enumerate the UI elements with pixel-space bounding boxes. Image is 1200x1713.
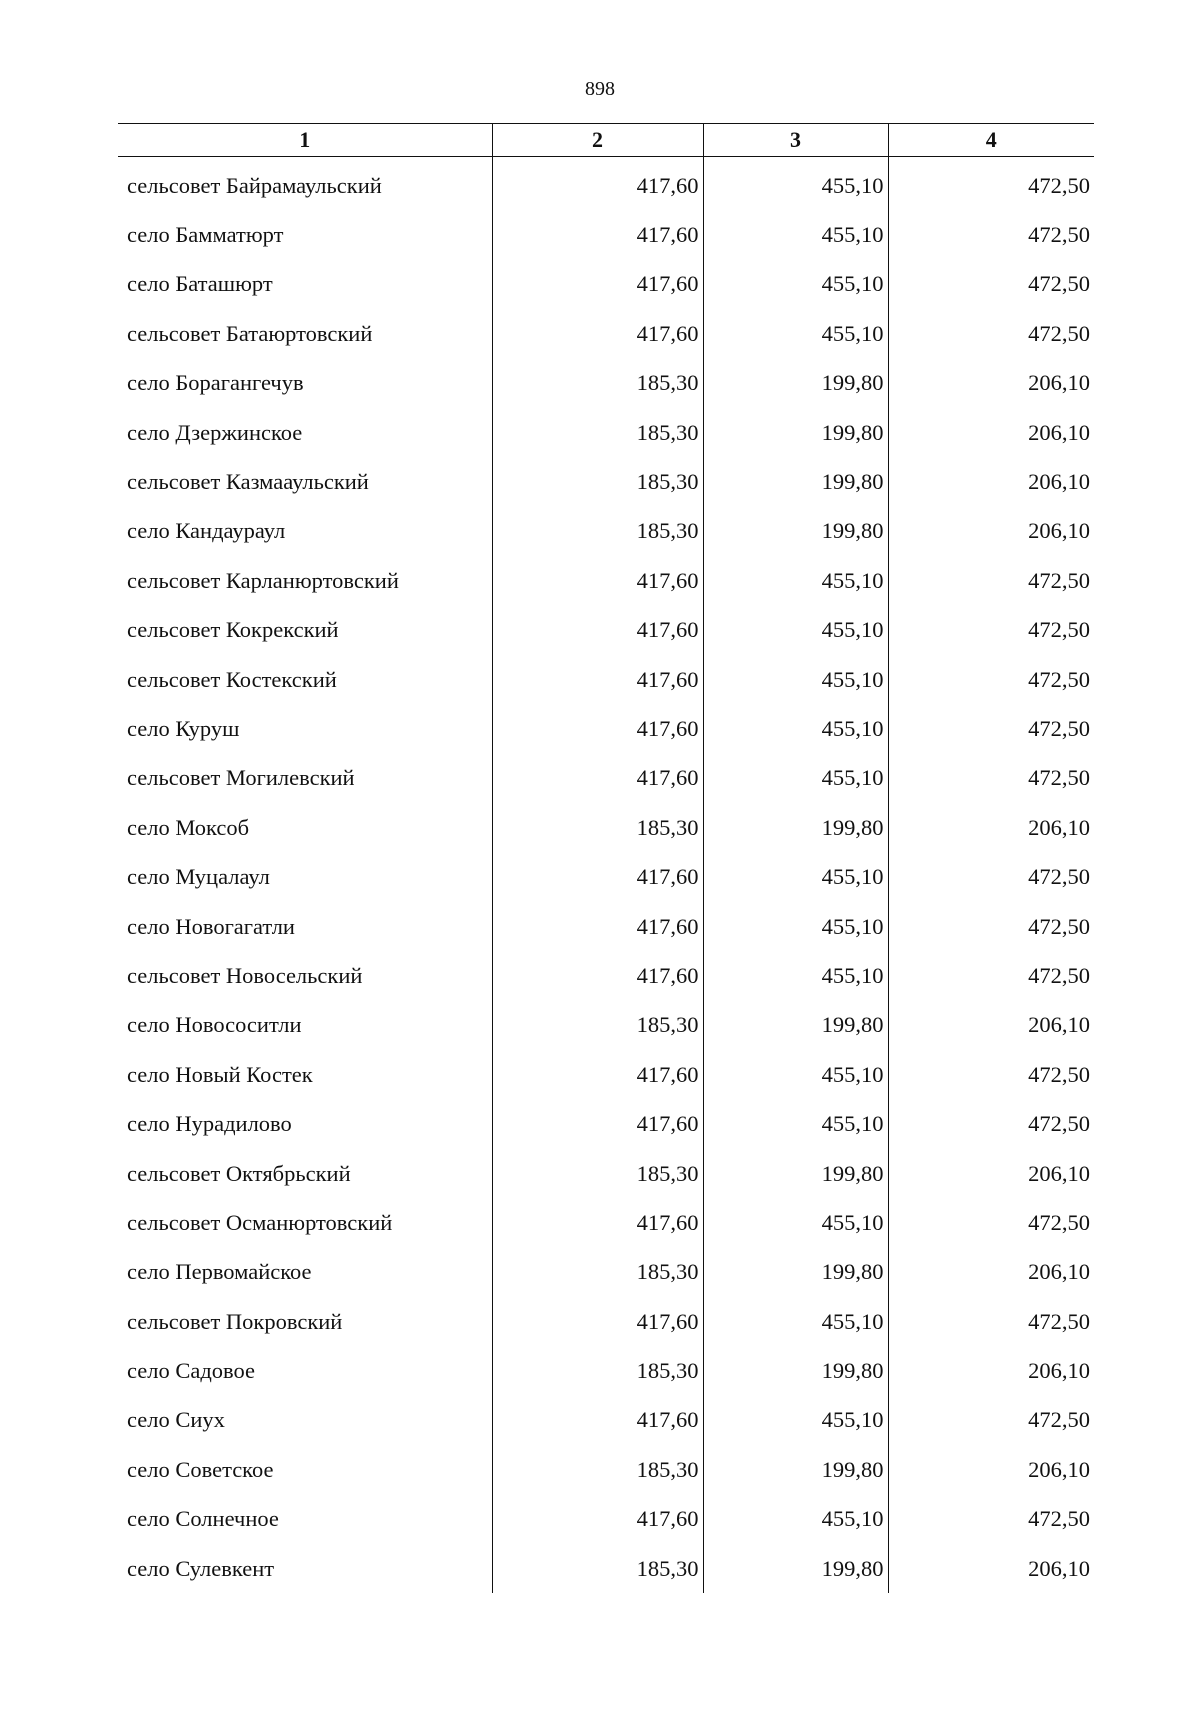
value-col-4: 206,10 <box>888 1001 1094 1050</box>
value-col-2: 417,60 <box>492 309 703 358</box>
table-row <box>118 852 1094 901</box>
settlement-name: сельсовет Батаюртовский <box>127 320 373 346</box>
settlement-name: село Сиух <box>127 1407 225 1433</box>
table-body <box>118 157 1094 1594</box>
value-col-4: 472,50 <box>888 260 1094 309</box>
table-row <box>118 803 1094 852</box>
table-row <box>118 1396 1094 1445</box>
table-row <box>118 1495 1094 1544</box>
value-col-3: 199,80 <box>703 507 888 556</box>
value-col-4: 472,50 <box>888 1198 1094 1247</box>
table-row <box>118 157 1094 211</box>
tariff-table <box>118 123 1094 1593</box>
table-row <box>118 1297 1094 1346</box>
settlement-name: сельсовет Карланюртовский <box>127 567 399 593</box>
value-col-3: 455,10 <box>703 1198 888 1247</box>
settlement-name: село Кандаураул <box>127 518 286 544</box>
settlement-name: село Солнечное <box>127 1506 279 1532</box>
settlement-name: сельсовет Покровский <box>127 1308 343 1334</box>
settlement-name: сельсовет Османюртовский <box>127 1209 393 1235</box>
value-col-3: 199,80 <box>703 1001 888 1050</box>
settlement-name: сельсовет Могилевский <box>127 765 355 791</box>
value-col-3: 455,10 <box>703 606 888 655</box>
value-col-4: 472,50 <box>888 1396 1094 1445</box>
value-col-2: 417,60 <box>492 556 703 605</box>
table-row <box>118 1050 1094 1099</box>
value-col-4: 472,50 <box>888 1495 1094 1544</box>
value-col-4: 472,50 <box>888 655 1094 704</box>
value-col-4: 472,50 <box>888 852 1094 901</box>
value-col-4: 472,50 <box>888 902 1094 951</box>
value-col-2: 417,60 <box>492 210 703 259</box>
value-col-2: 417,60 <box>492 704 703 753</box>
value-col-2: 417,60 <box>492 1297 703 1346</box>
value-col-2: 417,60 <box>492 1495 703 1544</box>
value-col-3: 455,10 <box>703 754 888 803</box>
table-row <box>118 902 1094 951</box>
value-col-4: 472,50 <box>888 754 1094 803</box>
value-col-4: 472,50 <box>888 704 1094 753</box>
value-col-3: 199,80 <box>703 1149 888 1198</box>
value-col-4: 472,50 <box>888 1050 1094 1099</box>
table-row <box>118 1346 1094 1395</box>
value-col-4: 206,10 <box>888 408 1094 457</box>
settlement-name: село Сулевкент <box>127 1555 275 1581</box>
settlement-name: сельсовет Казмааульский <box>127 469 369 495</box>
value-col-4: 206,10 <box>888 1544 1094 1593</box>
value-col-3: 455,10 <box>703 1495 888 1544</box>
table-row <box>118 1099 1094 1148</box>
settlement-name: село Первомайское <box>127 1259 312 1285</box>
table-row <box>118 457 1094 506</box>
value-col-4: 472,50 <box>888 1099 1094 1148</box>
value-col-4: 472,50 <box>888 606 1094 655</box>
table-row <box>118 556 1094 605</box>
table-row <box>118 408 1094 457</box>
table-row <box>118 1149 1094 1198</box>
settlement-name: село Куруш <box>127 715 240 741</box>
settlement-name: село Баташюрт <box>127 271 273 297</box>
value-col-2: 185,30 <box>492 1001 703 1050</box>
value-col-2: 417,60 <box>492 1198 703 1247</box>
column-header-4: 4 <box>888 124 1094 157</box>
settlement-name: село Муцалаул <box>127 864 270 890</box>
settlement-name: село Нурадилово <box>127 1111 292 1137</box>
table-row <box>118 1248 1094 1297</box>
table-row <box>118 359 1094 408</box>
table-row <box>118 260 1094 309</box>
settlement-name: сельсовет Новосельский <box>127 962 363 988</box>
value-col-4: 206,10 <box>888 457 1094 506</box>
value-col-4: 206,10 <box>888 1149 1094 1198</box>
table-row <box>118 1544 1094 1593</box>
table-row <box>118 309 1094 358</box>
value-col-3: 455,10 <box>703 1396 888 1445</box>
value-col-2: 417,60 <box>492 902 703 951</box>
value-col-3: 199,80 <box>703 408 888 457</box>
value-col-3: 199,80 <box>703 803 888 852</box>
value-col-3: 455,10 <box>703 1297 888 1346</box>
value-col-3: 455,10 <box>703 556 888 605</box>
table-row <box>118 1445 1094 1494</box>
column-header-1: 1 <box>118 124 492 157</box>
settlement-name: село Бамматюрт <box>127 222 284 248</box>
tariff-table-container <box>118 123 1094 1593</box>
settlement-name: сельсовет Костекский <box>127 666 337 692</box>
value-col-3: 455,10 <box>703 1050 888 1099</box>
table-row <box>118 754 1094 803</box>
value-col-3: 199,80 <box>703 457 888 506</box>
value-col-3: 455,10 <box>703 309 888 358</box>
header-row <box>118 124 1094 157</box>
value-col-2: 417,60 <box>492 606 703 655</box>
value-col-3: 455,10 <box>703 655 888 704</box>
value-col-4: 472,50 <box>888 210 1094 259</box>
value-col-4: 472,50 <box>888 309 1094 358</box>
value-col-2: 185,30 <box>492 408 703 457</box>
table-row <box>118 507 1094 556</box>
value-col-3: 455,10 <box>703 852 888 901</box>
value-col-3: 455,10 <box>703 704 888 753</box>
settlement-name: сельсовет Октябрьский <box>127 1160 351 1186</box>
value-col-4: 206,10 <box>888 1248 1094 1297</box>
value-col-2: 417,60 <box>492 1396 703 1445</box>
value-col-3: 199,80 <box>703 1248 888 1297</box>
table-row <box>118 951 1094 1000</box>
value-col-2: 417,60 <box>492 852 703 901</box>
value-col-3: 199,80 <box>703 1445 888 1494</box>
value-col-3: 455,10 <box>703 902 888 951</box>
settlement-name: село Дзержинское <box>127 419 303 445</box>
value-col-4: 206,10 <box>888 803 1094 852</box>
value-col-2: 185,30 <box>492 1346 703 1395</box>
value-col-2: 417,60 <box>492 157 703 211</box>
value-col-3: 199,80 <box>703 359 888 408</box>
value-col-2: 417,60 <box>492 754 703 803</box>
settlement-name: село Садовое <box>127 1358 256 1384</box>
value-col-3: 455,10 <box>703 260 888 309</box>
value-col-2: 185,30 <box>492 803 703 852</box>
settlement-name: село Борагангечув <box>127 370 304 396</box>
value-col-2: 417,60 <box>492 260 703 309</box>
value-col-4: 472,50 <box>888 951 1094 1000</box>
table-header <box>118 124 1094 157</box>
value-col-4: 206,10 <box>888 1445 1094 1494</box>
table-row <box>118 210 1094 259</box>
value-col-3: 455,10 <box>703 210 888 259</box>
column-header-3: 3 <box>703 124 888 157</box>
value-col-3: 199,80 <box>703 1346 888 1395</box>
settlement-name: село Советское <box>127 1456 274 1482</box>
value-col-4: 472,50 <box>888 556 1094 605</box>
settlement-name: село Новый Костек <box>127 1061 313 1087</box>
value-col-2: 185,30 <box>492 1248 703 1297</box>
value-col-4: 206,10 <box>888 1346 1094 1395</box>
value-col-3: 199,80 <box>703 1544 888 1593</box>
table-row <box>118 1198 1094 1247</box>
column-header-2: 2 <box>492 124 703 157</box>
table-row <box>118 655 1094 704</box>
value-col-2: 417,60 <box>492 951 703 1000</box>
value-col-2: 417,60 <box>492 1050 703 1099</box>
settlement-name: село Новогагатли <box>127 913 295 939</box>
value-col-4: 472,50 <box>888 1297 1094 1346</box>
value-col-4: 472,50 <box>888 157 1094 211</box>
value-col-3: 455,10 <box>703 951 888 1000</box>
settlement-name: сельсовет Байрамаульский <box>127 172 382 198</box>
value-col-4: 206,10 <box>888 507 1094 556</box>
value-col-2: 185,30 <box>492 457 703 506</box>
table-row <box>118 704 1094 753</box>
settlement-name: село Моксоб <box>127 814 250 840</box>
settlement-name: сельсовет Кокрекский <box>127 617 339 643</box>
table-row <box>118 1001 1094 1050</box>
settlement-name: село Новососитли <box>127 1012 302 1038</box>
table-row <box>118 606 1094 655</box>
value-col-4: 206,10 <box>888 359 1094 408</box>
value-col-2: 185,30 <box>492 1149 703 1198</box>
value-col-3: 455,10 <box>703 157 888 211</box>
value-col-3: 455,10 <box>703 1099 888 1148</box>
value-col-2: 417,60 <box>492 655 703 704</box>
value-col-2: 185,30 <box>492 507 703 556</box>
value-col-2: 185,30 <box>492 1445 703 1494</box>
value-col-2: 185,30 <box>492 359 703 408</box>
page-number: 898 <box>585 78 615 100</box>
value-col-2: 185,30 <box>492 1544 703 1593</box>
value-col-2: 417,60 <box>492 1099 703 1148</box>
